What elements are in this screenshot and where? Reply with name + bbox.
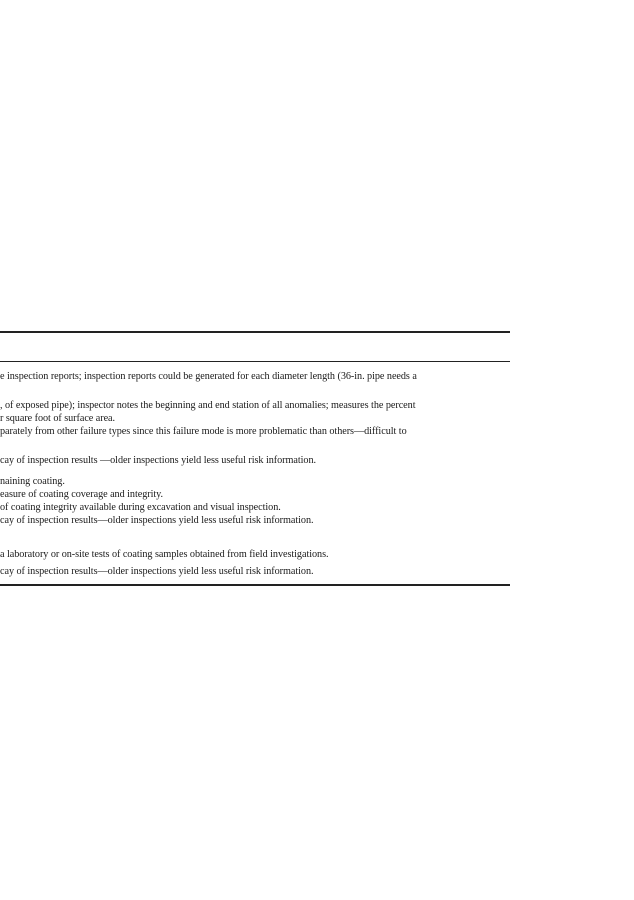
table-text-line: cay of inspection results—older inspections yield less useful risk information. (0, 566, 314, 577)
table-text-line: , of exposed pipe); inspector notes the beginning and end station of all anomalies; measures the percent (0, 400, 416, 411)
table-text-line: e inspection reports; inspection reports could be generated for each diameter length (36-in. pipe needs a (0, 371, 417, 382)
table-bottom-rule (0, 584, 510, 586)
table-text-line: of coating integrity available during excavation and visual inspection. (0, 502, 281, 513)
table-header-rule (0, 361, 510, 362)
table-text-line: naining coating. (0, 476, 65, 487)
table-text-line: easure of coating coverage and integrity. (0, 489, 164, 500)
table-text-line: parately from other failure types since this failure mode is more problematic than others—difficult to (0, 426, 407, 437)
table-text-line: cay of inspection results —older inspections yield less useful risk information. (0, 455, 316, 466)
table-text-line: cay of inspection results—older inspections yield less useful risk information. (0, 515, 314, 526)
table-text-line: a laboratory or on-site tests of coating samples obtained from field investigations. (0, 549, 329, 560)
table-top-rule (0, 331, 510, 333)
table-text-line: r square foot of surface area. (0, 413, 116, 424)
